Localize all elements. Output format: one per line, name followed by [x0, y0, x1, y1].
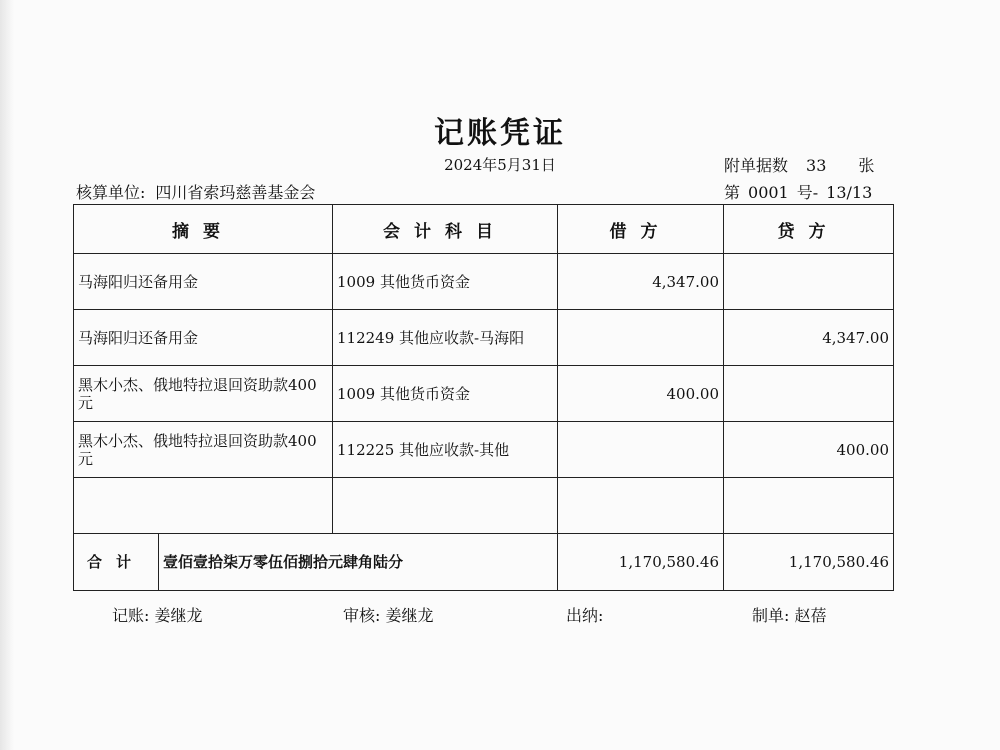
row-credit: 4,347.00 [724, 310, 894, 366]
row-summary: 马海阳归还备用金 [74, 310, 333, 366]
table-header-row [74, 205, 894, 254]
bookkeeper-label: 记账: [112, 606, 150, 625]
number-mid: 号- [796, 183, 819, 202]
bookkeeper-name: 姜继龙 [154, 606, 203, 625]
preparer-field [752, 603, 827, 626]
table-row [74, 310, 894, 366]
total-amount-words: 壹佰壹拾柒万零伍佰捌拾元肆角陆分 [163, 553, 404, 571]
voucher-title: 记账凭证 [434, 116, 566, 151]
row-summary: 马海阳归还备用金 [74, 254, 333, 310]
row-credit [724, 254, 894, 310]
header-account: 会计科目 [333, 205, 558, 254]
attachments-info [724, 153, 874, 176]
preparer-name: 赵蓓 [794, 606, 827, 625]
preparer-label: 制单: [752, 606, 790, 625]
voucher-number [724, 180, 880, 203]
row-summary: 黑木小杰、俄地特拉退回资助款400元 [74, 366, 333, 422]
voucher-date: 2024年5月31日 [444, 156, 556, 174]
row-debit: 4,347.00 [558, 254, 724, 310]
table-row [74, 254, 894, 310]
unit-label: 核算单位: [76, 183, 146, 202]
attachments-count: 33 [806, 156, 827, 175]
table-row-empty [74, 478, 894, 534]
accounting-unit [76, 180, 315, 203]
row-debit [558, 422, 724, 478]
row-credit: 400.00 [724, 422, 894, 478]
total-row [74, 534, 894, 591]
row-account: 112225 其他应收款-其他 [333, 422, 558, 478]
attachments-label: 附单据数 [724, 156, 789, 175]
row-summary [74, 478, 333, 534]
row-credit [724, 478, 894, 534]
total-credit: 1,170,580.46 [724, 534, 894, 591]
voucher-table [73, 204, 894, 591]
row-account: 1009 其他货币资金 [333, 254, 558, 310]
header-summary: 摘要 [74, 205, 333, 254]
number-prefix: 第 [724, 183, 741, 202]
bookkeeper-field [112, 603, 203, 626]
row-summary: 黑木小杰、俄地特拉退回资助款400元 [74, 422, 333, 478]
table-row [74, 422, 894, 478]
attachments-unit: 张 [858, 156, 875, 175]
unit-name: 四川省索玛慈善基金会 [155, 183, 316, 202]
reviewer-label: 审核: [343, 606, 381, 625]
header-credit: 贷方 [724, 205, 894, 254]
number-page: 13/13 [826, 183, 873, 202]
row-debit [558, 478, 724, 534]
cashier-field [566, 603, 603, 626]
total-debit: 1,170,580.46 [558, 534, 724, 591]
row-account [333, 478, 558, 534]
row-debit: 400.00 [558, 366, 724, 422]
reviewer-field [343, 603, 434, 626]
total-label: 合计 [74, 534, 159, 590]
cashier-label: 出纳: [566, 606, 604, 625]
row-account: 1009 其他货币资金 [333, 366, 558, 422]
header-debit: 借方 [558, 205, 724, 254]
row-credit [724, 366, 894, 422]
row-debit [558, 310, 724, 366]
table-row [74, 366, 894, 422]
number-value: 0001 [748, 183, 789, 202]
reviewer-name: 姜继龙 [385, 606, 434, 625]
row-account: 112249 其他应收款-马海阳 [333, 310, 558, 366]
